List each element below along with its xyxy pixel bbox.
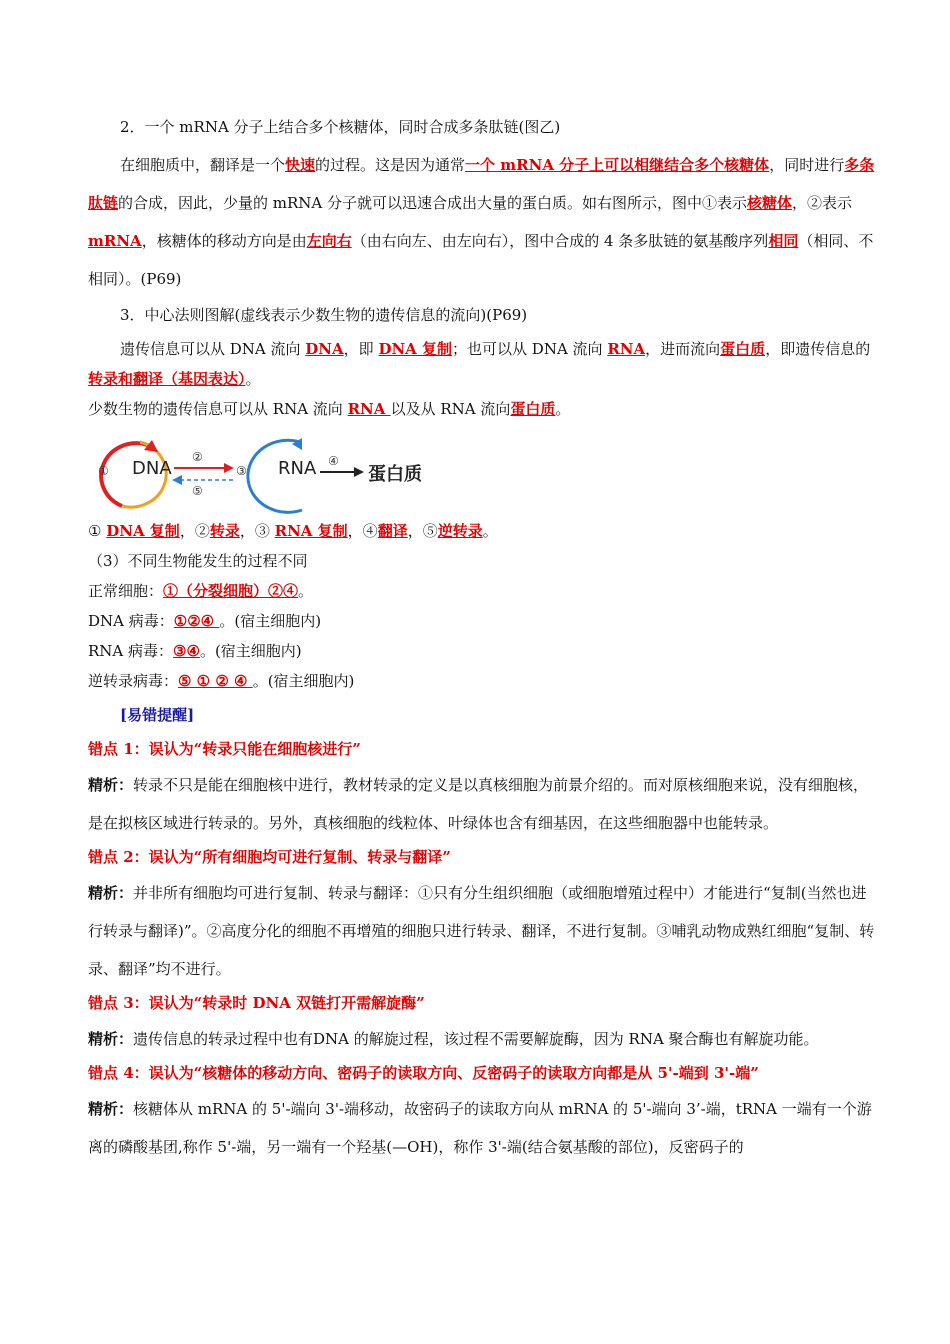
answer-mrna: mRNA [88, 232, 142, 250]
text: ，⑤ [407, 522, 438, 540]
text: 遗传信息可以从 DNA 流向 [120, 340, 306, 358]
error-point-2: 错点 2：误认为“所有细胞均可进行复制、转录与翻译” [88, 848, 451, 866]
answer-direction: 左向右 [306, 232, 352, 250]
text: 的合成，因此，少量的 mRNA 分子就可以迅速合成出大量的蛋白质。如右图所示，图中①表示 [118, 194, 748, 212]
translation-paragraph [88, 146, 878, 298]
analysis-text: 遗传信息的转录过程中也有DNA 的解旋过程，该过程不需要解旋酶，因为 RNA 聚合酶也有解旋功能。 [133, 1030, 819, 1048]
text: 。(宿主细胞内) [199, 642, 302, 660]
answer-rna: RNA [607, 340, 646, 358]
error-tips-heading: [易错提醒] [120, 706, 195, 724]
text: ，③ [239, 522, 275, 540]
text: 。 [298, 582, 314, 600]
text: 。 [482, 522, 498, 540]
answer-same: 相同 [768, 232, 799, 250]
retrovirus-row [88, 666, 878, 696]
analysis-label: 精析： [88, 776, 134, 794]
answer-reverse-transcription-legend: 逆转录 [437, 522, 483, 540]
analysis-text: 核糖体从 mRNA 的 5'-端向 3'-端移动，故密码子的读取方向从 mRNA 的 5'-端向 3’-端，tRNA 一端有一个游离的磷酸基团,称作 5'-端，另一端有一个羟基(—OH)，称作 3'-端(结合氨基酸的部位)，反密码子的 [88, 1100, 872, 1156]
reverse-transcription-arrowhead [172, 475, 182, 485]
step-4-number: ④ [328, 454, 339, 468]
analysis-4 [88, 1090, 878, 1166]
text: 以及从 RNA 流向 [390, 400, 511, 418]
rna-virus-row [88, 636, 878, 666]
analysis-1 [88, 766, 878, 842]
text: ，②表示 [792, 194, 853, 212]
text: 。(宿主细胞内) [219, 612, 322, 630]
text: RNA 病毒： [88, 642, 174, 660]
analysis-label: 精析： [88, 1100, 134, 1118]
answer-gene-expression: 转录和翻译（基因表达） [88, 370, 246, 388]
text: 正常细胞： [88, 582, 164, 600]
dna-virus-row [88, 606, 878, 636]
central-dogma-diagram [88, 434, 448, 514]
step-3-number: ③ [236, 464, 247, 478]
answer-retrovirus: ⑤ ① ② ④ [178, 672, 253, 690]
answer-dna-replication: DNA 复制 [378, 340, 453, 358]
translation-arrowhead [354, 467, 364, 477]
analysis-2 [88, 874, 878, 988]
transcription-arrowhead [224, 463, 234, 473]
answer-transcription-legend: 转录 [209, 522, 240, 540]
diagram-legend [88, 516, 878, 546]
answer-dna-replication-legend: DNA 复制 [106, 522, 180, 540]
answer-rna-virus: ③④ [173, 642, 200, 660]
section-2-heading: 2．一个 mRNA 分子上结合多个核糖体，同时合成多条肽链(图乙) [120, 118, 561, 136]
text: ，即遗传信息的 [765, 340, 871, 358]
text: 在细胞质中，翻译是一个 [120, 156, 286, 174]
step-2-number: ② [192, 450, 203, 464]
analysis-text: 转录不只是能在细胞核中进行，教材转录的定义是以真核细胞为前景介绍的。而对原核细胞来说，没有细胞核，是在拟核区域进行转录的。另外，真核细胞的线粒体、叶绿体也含有细基因，在这些细胞器中也能转录。 [88, 776, 869, 832]
step-1-number: ① [98, 464, 109, 478]
text: ；也可以从 DNA 流向 [452, 340, 608, 358]
text: （由右向左、由左向右），图中合成的 4 条多肽链的氨基酸序列 [351, 232, 769, 250]
answer-rna-2: RNA [347, 400, 391, 418]
answer-ribosome: 核糖体 [747, 194, 793, 212]
document-page [88, 112, 878, 1166]
text: （相同、不相同）。(P69) [88, 232, 874, 288]
answer-fast: 快速 [285, 156, 316, 174]
analysis-text: 并非所有细胞均可进行复制、转录与翻译：①只有分生组织细胞（或细胞增殖过程中）才能进行“复制(当然也进行转录与翻译)”。②高度分化的细胞不再增殖的细胞只进行转录、翻译，不进行复制。③哺乳动物成熟红细胞“复制、转录、翻译”均不进行。 [88, 884, 875, 978]
text: ，④ [347, 522, 378, 540]
answer-dna: DNA [305, 340, 344, 358]
text: ，同时进行 [769, 156, 845, 174]
subsection-3-heading: （3）不同生物能发生的过程不同 [88, 552, 308, 570]
answer-rna-replication-legend: RNA 复制 [274, 522, 348, 540]
answer-polysome: 一个 mRNA 分子上可以相继结合多个核糖体 [465, 156, 770, 174]
analysis-3 [88, 1020, 878, 1058]
normal-cell-row [88, 576, 878, 606]
central-dogma-paragraph [88, 334, 878, 394]
error-point-4: 错点 4：误认为“核糖体的移动方向、密码子的读取方向、反密码子的读取方向都是从 5'-端到 3'-端” [88, 1064, 759, 1082]
answer-translation-legend: 翻译 [377, 522, 408, 540]
error-point-1: 错点 1：误认为“转录只能在细胞核进行” [88, 740, 361, 758]
text: 少数生物的遗传信息可以从 RNA 流向 [88, 400, 348, 418]
step-5-number: ⑤ [192, 484, 203, 498]
protein-label: 蛋白质 [368, 464, 422, 485]
text: 。 [555, 400, 571, 418]
text: 逆转录病毒： [88, 672, 179, 690]
text: ，即 [343, 340, 379, 358]
text: ，② [179, 522, 210, 540]
minority-organisms-paragraph [88, 394, 878, 424]
dna-label: DNA [132, 458, 172, 479]
text: ，进而流向 [645, 340, 721, 358]
rna-label: RNA [278, 458, 317, 479]
text: DNA 病毒： [88, 612, 174, 630]
text: ① [88, 522, 107, 540]
error-point-3: 错点 3：误认为“转录时 DNA 双链打开需解旋酶” [88, 994, 425, 1012]
text: 。(宿主细胞内) [252, 672, 355, 690]
answer-protein: 蛋白质 [720, 340, 766, 358]
analysis-label: 精析： [88, 884, 134, 902]
text: 的过程。这是因为通常 [315, 156, 466, 174]
answer-multi-peptide: 多条肽链 [88, 156, 875, 212]
text: ，核糖体的移动方向是由 [141, 232, 307, 250]
analysis-label: 精析： [88, 1030, 134, 1048]
section-3-heading: 3．中心法则图解(虚线表示少数生物的遗传信息的流向)(P69) [120, 306, 528, 324]
answer-dna-virus: ①②④ [173, 612, 220, 630]
answer-protein-2: 蛋白质 [510, 400, 556, 418]
answer-normal-cell: ①（分裂细胞）②④ [163, 582, 299, 600]
text: 。 [245, 370, 261, 388]
